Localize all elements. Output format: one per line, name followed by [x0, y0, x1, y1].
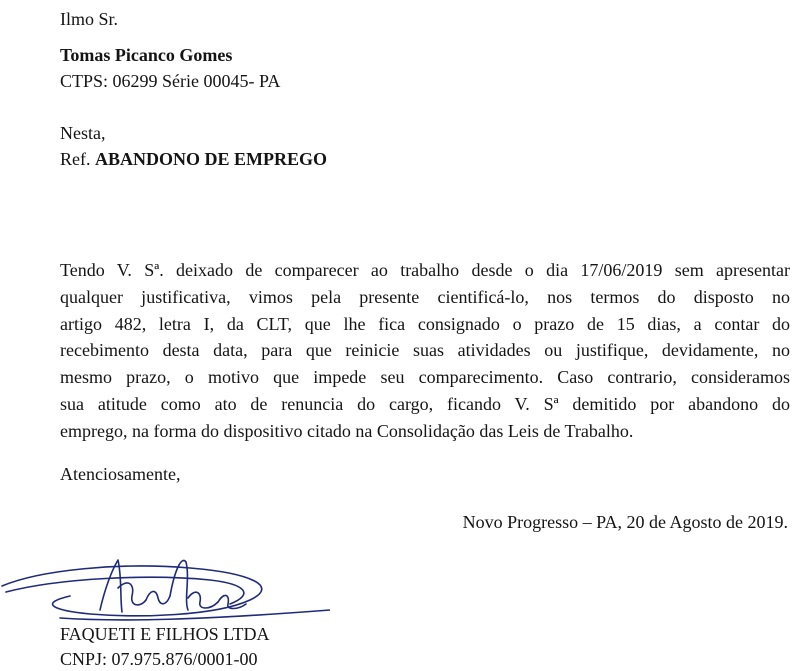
body-line: emprego, na forma do dispositivo citado na Consolidação das Leis de Trabalho.: [60, 420, 634, 441]
recipient-ctps: CTPS: 06299 Série 00045- PA: [60, 71, 281, 91]
letter-body: [60, 257, 790, 445]
signature-icon: [0, 548, 330, 628]
body-line: recebimento desta data, para que reinicie suas atividades ou justifique, devidamente, no: [60, 340, 790, 361]
closing: Atenciosamente,: [60, 464, 181, 484]
company-name: FAQUETI E FILHOS LTDA: [60, 624, 270, 644]
reference-subject: ABANDONO DE EMPREGO: [95, 149, 328, 169]
salutation: Ilmo Sr.: [60, 9, 119, 29]
place-date: Novo Progresso – PA, 20 de Agosto de 2019.: [462, 512, 788, 532]
body-line: qualquer justificativa, vimos pela presente cientificá-lo, nos termos do disposto no: [60, 286, 790, 307]
body-line: mesmo prazo, o motivo que impede seu comparecimento. Caso contrario, consideramos: [60, 367, 791, 388]
recipient-name: Tomas Picanco Gomes: [60, 45, 233, 65]
body-line: sua atitude como ato de renuncia do cargo, ficando V. Sª demitido por abandono do: [60, 393, 791, 414]
body-line: artigo 482, letra I, da CLT, que lhe fica consignado o prazo de 15 dias, a contar do: [60, 313, 791, 334]
company-cnpj: CNPJ: 07.975.876/0001-00: [60, 649, 258, 669]
reference-line: [60, 147, 327, 171]
nesta-label: Nesta,: [60, 123, 106, 143]
body-line: Tendo V. Sª. deixado de comparecer ao trabalho desde o dia 17/06/2019 sem apresentar: [60, 260, 791, 280]
reference-label: Ref.: [60, 149, 95, 169]
